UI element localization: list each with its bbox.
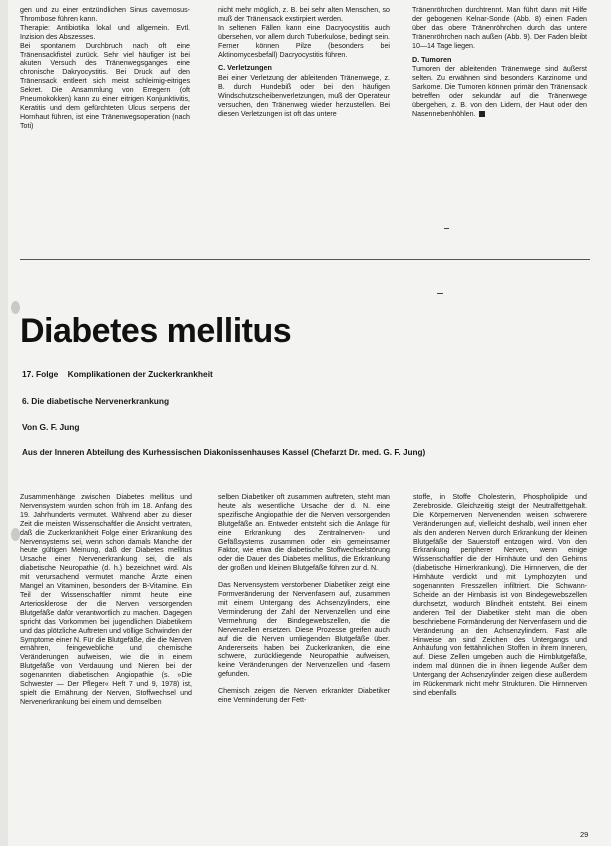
body-paragraph: Chemisch zeigen die Nerven erkrankter Diabetiker eine Verminderung der Fett- <box>218 687 390 705</box>
affiliation-line: Aus der Inneren Abteilung des Kurhessischen Diakonissenhauses Kassel (Chefarzt Dr. med. G. F. Jung) <box>22 448 426 457</box>
top-paragraph: Bei spontanem Durchbruch nach oft eine Tränensackfistel zurück. Sehr viel häufiger ist bei akuten Versuch des Tränenwegsganges eine chronische Dakryocystitis. Bei Druck auf den Tränensack entleert sich meist schleimig-eitriges Sekret. Die Ansammlung von Erregern (oft Pneumokokken) kann zu einer eitrigen Konjunktivitis, Keratitis und dem gefürchteten Ulcus serpens der Hornhaut führen, ist eine Tränenwegsoperation (nach Toti) <box>20 41 190 130</box>
section-heading-verletzungen: C. Verletzungen <box>218 63 272 73</box>
page-number: 29 <box>580 830 589 839</box>
punch-hole-mark <box>11 528 20 541</box>
end-of-article-square-icon <box>479 111 485 117</box>
stray-mark <box>444 228 449 229</box>
chapter-line: 6. Die diabetische Nervenerkrankung <box>22 396 170 406</box>
top-paragraph: Tränenröhrchen durchtrennt. Man führt dann mit Hilfe der gebogenen Kelnar-Sonde (Abb. 8) einen Faden über das obere Tränenröhrchen durch das untere Tränenröhrchen nach außen (Abb. 9). Der Faden bleibt 10—14 Tage liegen. <box>412 6 587 50</box>
article-title: Diabetes mellitus <box>20 312 292 350</box>
body-paragraph: selben Diabetiker oft zusammen auftreten, steht man heute als wesentliche Ursache der d. N. eine spezifische Angiopathie der die Nerven versorgenden Blutgefäße an. Entweder entsteht sich die Anlage für eine Erkrankung des Zentralnerven- und Gefäßsystems zusammen oder ein gemeinsamer Faktor, wie etwa die diabetische Stoffwechselstörung oder die Dauer des Diabetes mellitus, die Erkrankung der großen und kleinen Blutgefäße führen zur d. N. <box>218 493 390 573</box>
section-heading-tumoren: D. Tumoren <box>412 54 452 64</box>
top-column-1 <box>20 6 190 174</box>
author-line: Von G. F. Jung <box>22 422 80 432</box>
body-paragraph: Zusammenhänge zwischen Diabetes mellitus und Nervensystem wurden schon früh im 18. Anfang des 19. Jahrhunderts vermutet. Während aber zu dieser Zeit die meisten Wissenschaftler die Ansicht vertraten, daß die Zuckerkrankheit Folge einer Erkrankung des Nervensystems sei, wenn schon damals Manche der heute gültigen Meinung, daß der Diabetes mellitus Ursache einer Nervenerkrankung sei, die als diabetische Neuropathie (d. h.) bezeichnet wird. Als mit verursachend vermutet manche Ärzte einen Mangel an Vitaminen, besonders der B-Vitamine. Ein Teil der Wissenschaftler nimmt heute eine Arteriosklerose der die Nerven versorgenden Blutgefäße dafür verantwortlich zu machen. Dagegen spricht das Vorkommen bei jugendlichen Diabetikern und das plötzliche Auftreten und völlige Schwinden der Symptome einer N. Für die Blutgefäße, die die Nerven ernähren, feingewebliche und chemische Veränderungen aufweisen, wie die in einem Blutgefäße von Verdauung und Nieren bei der sogenannten diabetischen Angiopathie (s. »Die Schwester — Der Pfleger« Heft 7 und 9, 1978) ist, spielt die Ernährung der Nerven, Stoffwechsel und Nervenerkrankung bei einem und demselben <box>20 493 192 706</box>
body-column-1 <box>20 493 192 811</box>
section-divider-rule <box>20 259 590 260</box>
top-paragraph <box>412 65 587 118</box>
series-line: 17. Folge Komplikationen der Zuckerkrankheit <box>22 369 213 379</box>
page-margin-edge <box>0 0 8 846</box>
punch-hole-mark <box>11 301 20 314</box>
body-paragraph: stoffe, in Stoffe Cholesterin, Phospholipide und Zerebroside. Gleichzeitig steigt der Neutralfettgehalt. Die Körpernerven Nervenenden weisen schwerere Veränderungen auf, vielleicht deshalb, weil innen eher als den anderen Nerven durch Erkrankung der kleinen Blutgefäße der Sauerstoff entzogen wird. Von den Erkrankung peripherer Nerven, wenn einige Wissenschaftler die der Hirnhäute und den Gehirns (diabetische Hirnerkrankung). Die Hirnnerven, die der Hirnhäute verdickt und mit Lymphozyten und sogenannten Fresszellen infiltriert. Die Schwann-Scheide an der Hirnbasis ist von Bindegewebszellen durchsetzt, wodurch Blindheit entsteht. Bei einem anderen Teil der Diabetiker steht man die oben beschriebene Formänderung der Nervenfasern und die Veränderung an den Achsenzylindern. Fast alle Hinweise an sind Zeichen des Untergangs und Anhäufung von fettähnlichen Stoffen in ihrem Inneren, auf. Diese Zellen umgeben auch die Hirnblutgefäße, indem mal dünnen die in ihnen liegende Außer dem Untergang der Achsenzylinder zeigen diese außerdem im Rückenmark nicht mehr Strukturen. Die Hirnnerven sind ebenfalls <box>413 493 587 697</box>
top-paragraph-text: Tumoren der ableitenden Tränenwege sind äußerst selten. Zu erwähnen sind besonders Karzinome und Sarkome. Die Tumoren können primär den Tränensack betreffen oder sekundär auf die Tränenwege übergehen, z. B. von den Lidern, der Haut oder den Nasennebenhöhlen. <box>412 65 587 118</box>
body-column-3 <box>413 493 587 811</box>
top-column-3 <box>412 6 587 174</box>
top-paragraph: gen und zu einer entzündlichen Sinus cavernosus-Thrombose führen kann. <box>20 6 190 23</box>
stray-mark <box>437 293 443 294</box>
top-paragraph: Therapie: Antibiotika lokal und allgemein. Evtl. Inzision des Abszesses. <box>20 23 190 41</box>
top-paragraph: In seltenen Fällen kann eine Dacryocystitis auch übersehen, vor allem durch Tuberkulose, bedingt sein. Ferner können Pilze (besonders bei Aktinomycesbefall) Dacryocystitis führen. <box>218 23 390 59</box>
top-paragraph: nicht mehr möglich, z. B. bei sehr alten Menschen, so muß der Tränensack exstirpiert werden. <box>218 6 390 23</box>
top-paragraph: Bei einer Verletzung der ableitenden Tränenwege, z. B. durch Hundebiß oder bei den häufigen Windschutzscheibenverletzungen, muß der Operateur versuchen, den Tränenweg wieder herzustellen. Bei diesen Verletzungen ist oft das untere <box>218 74 390 118</box>
body-column-2 <box>218 493 390 811</box>
body-paragraph: Das Nervensystem verstorbener Diabetiker zeigt eine Formveränderung der Nervenfasern auf, zusammen mit einem Untergang des Achsenzylinders, eine Verminderung der Zahl der Nervenzellen und eine Vermehrung der Bindegewebszellen, die die Nervenzellen ersetzen. Diese Prozesse greifen auch auf die die Nerven umliegenden Blutgefäße über. Andererseits haben bei Zuckerkranken, die eine schwere, zurückliegende Neuropathie aufweisen, keine Veränderungen der Nervenzellen und -fasern gefunden. <box>218 581 390 679</box>
top-column-2 <box>218 6 390 174</box>
